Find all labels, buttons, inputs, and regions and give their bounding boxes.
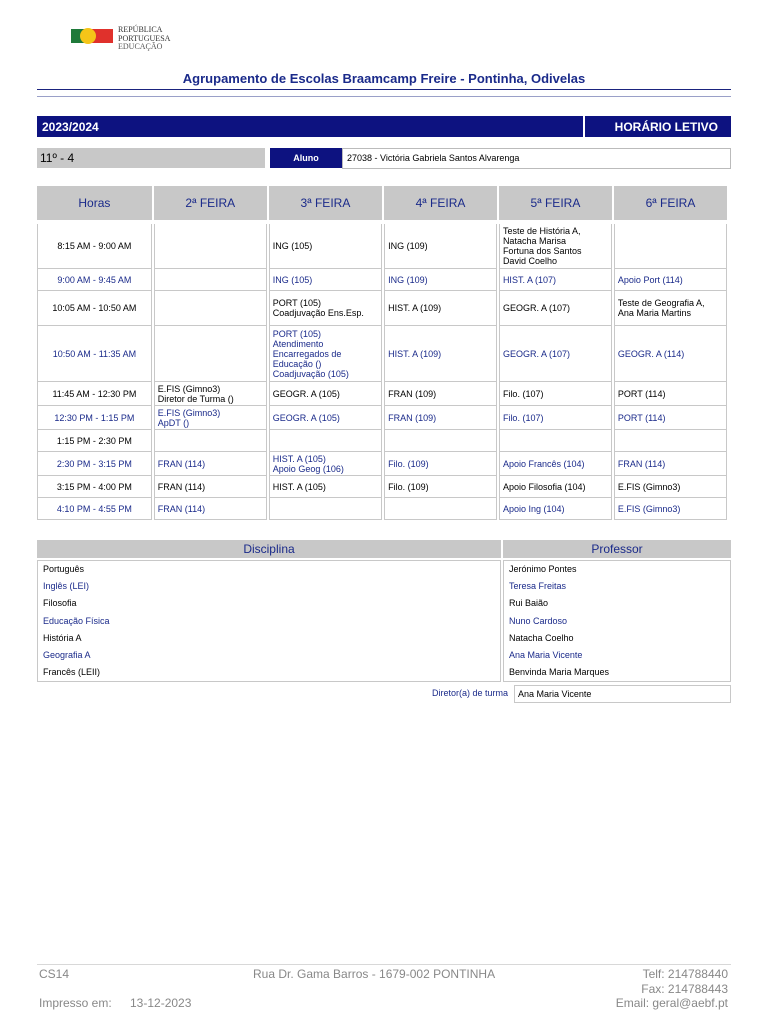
schedule-cell: FRAN (114): [154, 476, 267, 498]
divider: [37, 96, 731, 97]
header-disciplina: Disciplina: [37, 540, 501, 558]
schedule-cell: PORT (114): [614, 382, 727, 406]
professor-name: Natacha Coelho: [509, 632, 574, 643]
schedule-cell: [154, 224, 267, 269]
professor-name: Benvinda Maria Marques: [509, 667, 610, 678]
student-name: 27038 - Victória Gabriela Santos Alvarenga: [342, 148, 731, 169]
schedule-cell: E.FIS (Gimno3): [614, 476, 727, 498]
schedule-table: [35, 186, 729, 520]
footer-email: Email: geral@aebf.pt: [615, 996, 728, 1010]
schedule-cell: [614, 224, 727, 269]
schedule-cell: GEOGR. A (107): [499, 326, 612, 382]
schedule-cell: HIST. A (105): [269, 476, 382, 498]
schedule-cell: PORT (114): [614, 406, 727, 430]
schedule-cell: Apoio Francês (104): [499, 452, 612, 476]
hour-cell: 3:15 PM - 4:00 PM: [37, 476, 152, 498]
schedule-cell: E.FIS (Gimno3) Diretor de Turma (): [154, 382, 267, 406]
schedule-cell: [154, 291, 267, 326]
school-title: Agrupamento de Escolas Braamcamp Freire - Pontinha, Odivelas: [182, 71, 586, 86]
schedule-cell: GEOGR. A (114): [614, 326, 727, 382]
footer-printed-date: 13-12-2023: [130, 996, 192, 1010]
discipline-name: Inglês (LEI): [43, 581, 90, 592]
schedule-cell: [499, 430, 612, 452]
schedule-cell: PORT (105) Atendimento Encarregados de Educação () Coadjuvação (105): [269, 326, 382, 382]
schedule-cell: FRAN (109): [384, 382, 497, 406]
footer-divider: [37, 964, 731, 965]
schedule-cell: E.FIS (Gimno3): [614, 498, 727, 520]
header-professor: Professor: [503, 540, 731, 558]
footer-fax: Fax: 214788443: [641, 982, 728, 996]
class-director-label: Diretor(a) de turma: [431, 688, 508, 698]
schedule-cell: FRAN (109): [384, 406, 497, 430]
schedule-cell: GEOGR. A (107): [499, 291, 612, 326]
schedule-cell: [614, 430, 727, 452]
schedule-cell: ING (109): [384, 269, 497, 291]
schedule-cell: ING (105): [269, 269, 382, 291]
table-row: [37, 430, 727, 452]
hour-cell: 2:30 PM - 3:15 PM: [37, 452, 152, 476]
student-label: Aluno: [270, 148, 342, 168]
hour-cell: 8:15 AM - 9:00 AM: [37, 224, 152, 269]
professor-name: Nuno Cardoso: [509, 615, 568, 626]
table-row: [37, 406, 727, 430]
discipline-name: Educação Física: [43, 615, 110, 626]
class-label: 11º - 4: [37, 148, 265, 168]
table-row: [37, 498, 727, 520]
table-row: [37, 452, 727, 476]
schedule-cell: [154, 269, 267, 291]
schedule-cell: PORT (105) Coadjuvação Ens.Esp.: [269, 291, 382, 326]
discipline-name: Francês (LEII): [43, 667, 101, 678]
year-bar: [37, 116, 731, 137]
schedule-cell: HIST. A (109): [384, 291, 497, 326]
table-row: [37, 291, 727, 326]
footer-address: Rua Dr. Gama Barros - 1679-002 PONTINHA: [253, 967, 496, 981]
schedule-cell: Filo. (109): [384, 452, 497, 476]
header-sexta: 6ª FEIRA: [614, 186, 727, 220]
schedule-cell: Teste de História A, Natacha Marisa Fortuna dos Santos David Coelho: [499, 224, 612, 269]
schedule-cell: Filo. (107): [499, 406, 612, 430]
table-row: [37, 224, 727, 269]
schedule-cell: HIST. A (107): [499, 269, 612, 291]
schedule-cell: HIST. A (105) Apoio Geog (106): [269, 452, 382, 476]
schedule-cell: Filo. (107): [499, 382, 612, 406]
header-horas: Horas: [37, 186, 152, 220]
school-year: 2023/2024: [37, 116, 583, 137]
schedule-cell: ING (109): [384, 224, 497, 269]
schedule-cell: Filo. (109): [384, 476, 497, 498]
portugal-flag-icon: [71, 29, 113, 43]
schedule-header: [37, 186, 727, 220]
hour-cell: 4:10 PM - 4:55 PM: [37, 498, 152, 520]
footer-code: CS14: [39, 967, 70, 981]
schedule-cell: Apoio Port (114): [614, 269, 727, 291]
hour-cell: 11:45 AM - 12:30 PM: [37, 382, 152, 406]
schedule-cell: GEOGR. A (105): [269, 382, 382, 406]
table-row: [37, 476, 727, 498]
hour-cell: 1:15 PM - 2:30 PM: [37, 430, 152, 452]
table-row: [37, 326, 727, 382]
professor-name: Teresa Freitas: [509, 581, 567, 592]
schedule-cell: [154, 326, 267, 382]
schedule-cell: [154, 430, 267, 452]
schedule-cell: ING (105): [269, 224, 382, 269]
divider: [37, 89, 731, 90]
footer-telf: Telf: 214788440: [642, 967, 728, 981]
logo-text: REPÚBLICA PORTUGUESA EDUCAÇÃO: [118, 25, 171, 51]
schedule-cell: Teste de Geografia A, Ana Maria Martins: [614, 291, 727, 326]
professor-name: Rui Baião: [509, 598, 549, 609]
hour-cell: 10:50 AM - 11:35 AM: [37, 326, 152, 382]
discipline-name: Geografia A: [43, 650, 91, 660]
header-quinta: 5ª FEIRA: [499, 186, 612, 220]
footer-printed-label: Impresso em:: [39, 996, 112, 1010]
schedule-cell: GEOGR. A (105): [269, 406, 382, 430]
schedule-cell: [384, 498, 497, 520]
header-segunda: 2ª FEIRA: [154, 186, 267, 220]
schedule-cell: Apoio Ing (104): [499, 498, 612, 520]
schedule-cell: FRAN (114): [154, 498, 267, 520]
schedule-cell: FRAN (114): [154, 452, 267, 476]
document-type: HORÁRIO LETIVO: [585, 116, 731, 137]
table-row: [37, 382, 727, 406]
header-quarta: 4ª FEIRA: [384, 186, 497, 220]
discipline-name: História A: [43, 632, 82, 643]
schedule-cell: [384, 430, 497, 452]
professor-name: Jerónimo Pontes: [509, 564, 577, 574]
schedule-cell: E.FIS (Gimno3) ApDT (): [154, 406, 267, 430]
schedule-cell: HIST. A (109): [384, 326, 497, 382]
schedule-cell: [269, 430, 382, 452]
class-bar: [37, 148, 731, 169]
hour-cell: 10:05 AM - 10:50 AM: [37, 291, 152, 326]
hour-cell: 12:30 PM - 1:15 PM: [37, 406, 152, 430]
professor-name: Ana Maria Vicente: [509, 650, 583, 660]
table-row: [37, 269, 727, 291]
discipline-name: Português: [43, 564, 85, 574]
header-terca: 3ª FEIRA: [269, 186, 382, 220]
schedule-cell: FRAN (114): [614, 452, 727, 476]
discipline-name: Filosofia: [43, 598, 77, 609]
schedule-cell: Apoio Filosofia (104): [499, 476, 612, 498]
schedule-cell: [269, 498, 382, 520]
class-director-name: Ana Maria Vicente: [514, 685, 731, 703]
hour-cell: 9:00 AM - 9:45 AM: [37, 269, 152, 291]
